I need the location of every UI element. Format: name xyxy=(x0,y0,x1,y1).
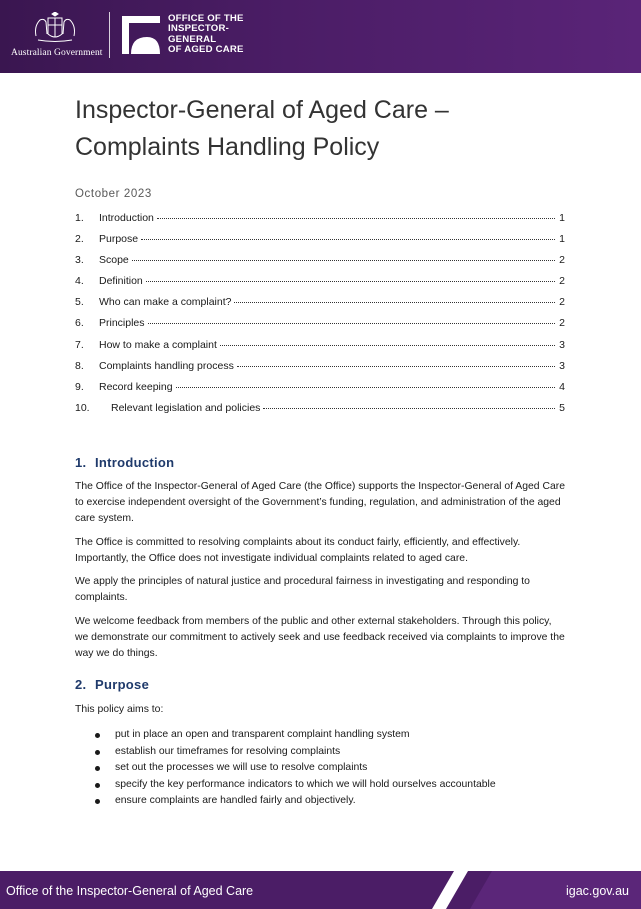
intro-paragraph: We welcome feedback from members of the public and other external stakeholders. Through this policy, we demonstrate our commitment to actively seek and use feedback received via complaints to improve the way we do things. xyxy=(75,616,565,659)
igac-org-name-line: OF AGED CARE xyxy=(168,43,244,55)
footer-org-name: Office of the Inspector-General of Aged Care xyxy=(6,884,254,898)
document-date: October 2023 xyxy=(75,188,152,200)
toc-item-number: 2. xyxy=(75,233,84,246)
footer-website-link[interactable]: igac.gov.au xyxy=(565,884,629,898)
purpose-bullet-list xyxy=(95,727,565,810)
toc-leader-dots xyxy=(234,302,555,303)
toc-item-page: 3 xyxy=(559,338,565,351)
toc-leader-dots xyxy=(237,366,555,367)
page-title xyxy=(75,92,555,166)
toc-item-number: 10. xyxy=(75,401,90,414)
toc-leader-dots xyxy=(148,323,555,324)
toc-leader-dots xyxy=(132,260,555,261)
toc-item-number: 6. xyxy=(75,317,84,330)
purpose-intro: This policy aims to: xyxy=(75,704,164,715)
bullet-icon xyxy=(95,783,100,788)
toc-item-page: 5 xyxy=(559,401,565,414)
toc-item[interactable] xyxy=(75,233,565,254)
toc-item[interactable] xyxy=(75,317,565,338)
toc-item-page: 2 xyxy=(559,275,565,288)
toc-item[interactable] xyxy=(75,296,565,317)
igac-org-name-line: INSPECTOR- xyxy=(168,23,229,35)
toc-leader-dots xyxy=(263,408,555,409)
toc-item-label: Scope xyxy=(99,254,129,267)
bullet-icon xyxy=(95,733,100,738)
list-item-text: establish our timeframes for resolving complaints xyxy=(115,745,341,757)
australian-government-crest-icon xyxy=(30,12,80,44)
toc-item-page: 1 xyxy=(559,233,565,246)
toc-item-page: 2 xyxy=(559,296,565,309)
intro-paragraph: The Office of the Inspector-General of Aged Care (the Office) supports the Inspector-General of Aged Care to exercise independent oversight of the Government’s funding, regulation, and administration of the aged care system. xyxy=(75,481,565,524)
list-item xyxy=(95,760,565,777)
toc-item[interactable] xyxy=(75,212,565,233)
bullet-icon xyxy=(95,750,100,755)
toc-item-label: Principles xyxy=(99,317,145,330)
toc-item-page: 4 xyxy=(559,380,565,393)
list-item xyxy=(95,777,565,794)
toc-item-label: Complaints handling process xyxy=(99,359,234,372)
toc-item-number: 8. xyxy=(75,359,84,372)
section-title: Introduction xyxy=(95,455,175,470)
toc-item-label: Who can make a complaint? xyxy=(99,296,232,309)
toc-item-page: 1 xyxy=(559,212,565,224)
toc-item-number: 4. xyxy=(75,275,84,288)
igac-org-name-line: GENERAL xyxy=(168,33,217,45)
page-header xyxy=(0,0,641,73)
section-heading-introduction xyxy=(75,455,174,470)
list-item-text: set out the processes we will use to resolve complaints xyxy=(115,762,368,773)
toc-item-label: Introduction xyxy=(99,212,154,224)
toc-item-number: 3. xyxy=(75,254,84,267)
toc-item-label: Record keeping xyxy=(99,380,173,393)
igac-logo-icon xyxy=(119,13,163,57)
toc-item[interactable] xyxy=(75,275,565,296)
list-item-text: ensure complaints are handled fairly and objectively. xyxy=(115,795,356,806)
toc-item-label: Purpose xyxy=(99,233,139,246)
toc-item-page: 3 xyxy=(559,359,565,372)
list-item xyxy=(95,744,565,761)
igac-org-name xyxy=(168,14,278,55)
toc-item-label: Definition xyxy=(99,275,143,288)
list-item-text: specify the key performance indicators to which we will hold ourselves accountable xyxy=(115,778,496,790)
bullet-icon xyxy=(95,799,100,804)
page-title-line: Complaints Handling Policy xyxy=(75,133,380,161)
toc-leader-dots xyxy=(141,239,555,240)
page-footer xyxy=(0,871,641,909)
toc-leader-dots xyxy=(220,345,555,346)
intro-paragraph: The Office is committed to resolving complaints about its conduct fairly, efficiently, and effectively. Importantly, the Office does not investigate individual complaints related to aged care. xyxy=(75,537,521,564)
toc-leader-dots xyxy=(146,281,555,282)
toc-item-page: 2 xyxy=(559,254,565,267)
list-item xyxy=(95,727,565,744)
toc-item-label: How to make a complaint xyxy=(99,338,217,351)
bullet-icon xyxy=(95,766,100,771)
toc-item-label: Relevant legislation and policies xyxy=(111,401,261,414)
toc-item[interactable] xyxy=(75,339,565,360)
header-divider xyxy=(109,12,110,58)
toc-leader-dots xyxy=(157,218,555,219)
toc-item-number: 7. xyxy=(75,338,84,351)
toc-item-number: 1. xyxy=(75,212,84,224)
toc-item-number: 5. xyxy=(75,296,84,309)
list-item xyxy=(95,793,565,810)
toc-item[interactable] xyxy=(75,254,565,275)
section-heading-purpose xyxy=(75,677,149,692)
toc-leader-dots xyxy=(176,387,555,388)
toc-item[interactable] xyxy=(75,402,565,423)
page-title-line: Inspector-General of Aged Care – xyxy=(75,96,449,124)
toc-item-number: 9. xyxy=(75,380,84,393)
toc-item[interactable] xyxy=(75,360,565,381)
toc-item-page: 2 xyxy=(559,317,565,330)
list-item-text: put in place an open and transparent complaint handling system xyxy=(115,729,410,740)
toc-item[interactable] xyxy=(75,381,565,402)
table-of-contents xyxy=(75,212,565,423)
igac-org-name-line: OFFICE OF THE xyxy=(168,13,244,24)
intro-paragraph: We apply the principles of natural justice and procedural fairness in investigating and responding to complaints. xyxy=(75,576,530,603)
government-label: Australian Government xyxy=(11,48,103,58)
section-number: 2. xyxy=(75,677,87,692)
section-title: Purpose xyxy=(95,677,150,692)
section-number: 1. xyxy=(75,455,87,470)
